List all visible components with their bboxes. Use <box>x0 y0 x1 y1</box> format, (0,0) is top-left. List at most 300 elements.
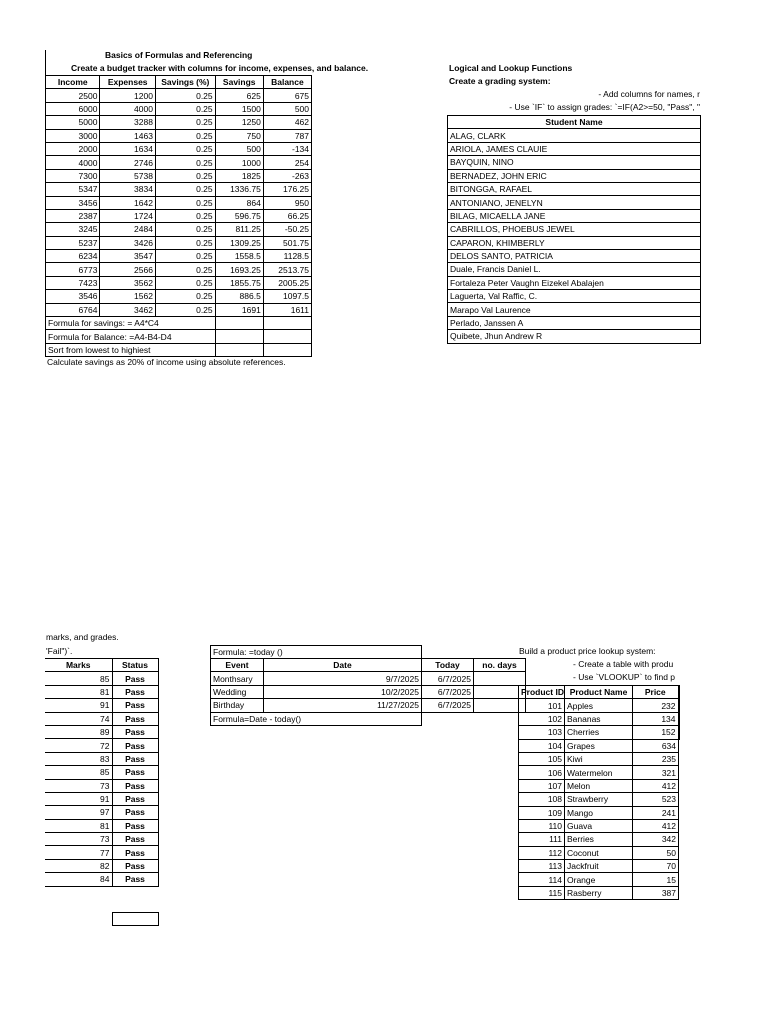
product-row <box>519 739 679 752</box>
date-diff-formula: Formula=Date - today() <box>211 712 422 725</box>
savings-pct-cell: 0.25 <box>155 102 215 115</box>
product-price-cell: 152 <box>633 726 679 739</box>
product-id-cell: 103 <box>519 726 565 739</box>
product-price-cell: 412 <box>633 819 679 832</box>
income-cell: 5347 <box>46 183 100 196</box>
expenses-cell: 1562 <box>100 290 156 303</box>
expenses-cell: 3288 <box>100 116 156 129</box>
budget-row <box>46 209 312 222</box>
product-id-cell: 111 <box>519 833 565 846</box>
today-cell: 6/7/2025 <box>422 685 474 698</box>
product-name-cell: Berries <box>565 833 633 846</box>
balance-cell: 462 <box>263 116 311 129</box>
expenses-cell: 3426 <box>100 236 156 249</box>
product-id-cell: 110 <box>519 819 565 832</box>
budget-row <box>46 183 312 196</box>
header-product-id: Product ID <box>519 686 565 699</box>
status-cell: Pass <box>112 779 158 792</box>
budget-row <box>46 116 312 129</box>
products-table <box>518 685 680 900</box>
budget-row <box>46 236 312 249</box>
status-cell: Pass <box>112 725 158 738</box>
product-row <box>519 806 679 819</box>
product-price-cell: 50 <box>633 846 679 859</box>
status-cell: Pass <box>112 792 158 805</box>
balance-cell: 1097.5 <box>263 290 311 303</box>
savings-cell: 1691 <box>215 303 263 316</box>
event-name-cell: Wedding <box>211 685 264 698</box>
product-row <box>519 726 679 739</box>
expenses-cell: 2746 <box>100 156 156 169</box>
student-row <box>448 156 701 169</box>
marks-row <box>45 846 158 859</box>
income-cell: 7423 <box>46 276 100 289</box>
student-name-cell: ALAG, CLARK <box>448 129 701 142</box>
product-row <box>519 793 679 806</box>
income-cell: 6773 <box>46 263 100 276</box>
expenses-cell: 3834 <box>100 183 156 196</box>
product-price-cell: 387 <box>633 886 679 899</box>
budget-row <box>46 142 312 155</box>
product-name-cell: Coconut <box>565 846 633 859</box>
budget-row <box>46 129 312 142</box>
product-price-cell: 634 <box>633 739 679 752</box>
student-name-cell: Perlado, Janssen A <box>448 316 701 329</box>
header-price: Price <box>633 686 679 699</box>
student-name-cell: Laguerta, Val Raffic, C. <box>448 290 701 303</box>
marks-cell: 84 <box>45 873 112 886</box>
header-savings: Savings <box>215 76 263 89</box>
budget-subtitle: Create a budget tracker with columns for income, expenses, and balance. <box>71 63 369 73</box>
product-row <box>519 886 679 899</box>
product-row <box>519 860 679 873</box>
balance-cell: 2005.25 <box>263 276 311 289</box>
balance-cell: 501.75 <box>263 236 311 249</box>
products-instruction-1: - Create a table with produ <box>573 659 674 669</box>
status-cell: Pass <box>112 806 158 819</box>
balance-cell: -134 <box>263 142 311 155</box>
product-name-cell: Cherries <box>565 726 633 739</box>
income-cell: 3245 <box>46 223 100 236</box>
marks-cell: 82 <box>45 859 112 872</box>
student-row <box>448 249 701 262</box>
marks-cell: 85 <box>45 766 112 779</box>
header-income: Income <box>46 76 100 89</box>
student-row <box>448 129 701 142</box>
student-row <box>448 330 701 343</box>
product-price-cell: 15 <box>633 873 679 886</box>
product-price-cell: 134 <box>633 712 679 725</box>
marks-row <box>45 725 158 738</box>
balance-cell: -263 <box>263 169 311 182</box>
today-cell: 6/7/2025 <box>422 672 474 685</box>
no-days-cell <box>474 672 526 685</box>
savings-pct-cell: 0.25 <box>155 169 215 182</box>
savings-cell: 1500 <box>215 102 263 115</box>
note-row <box>46 317 312 330</box>
marks-row <box>45 699 158 712</box>
header-status: Status <box>112 659 158 672</box>
event-name-cell: Monthsary <box>211 672 264 685</box>
budget-title: Basics of Formulas and Referencing <box>105 50 253 60</box>
student-row <box>448 142 701 155</box>
event-date-cell: 11/27/2025 <box>264 699 422 712</box>
events-table <box>210 658 526 726</box>
budget-row <box>46 102 312 115</box>
event-name-cell: Birthday <box>211 699 264 712</box>
balance-cell: 1128.5 <box>263 250 311 263</box>
student-name-cell: BITONGGA, RAFAEL <box>448 182 701 195</box>
savings-cell: 750 <box>215 129 263 142</box>
grading-instruction-1: - Add columns for names, r <box>598 89 700 99</box>
products-instruction-2: - Use `VLOOKUP` to find p <box>573 672 676 682</box>
budget-row <box>46 290 312 303</box>
header-savings-pct: Savings (%) <box>155 76 215 89</box>
marks-cell: 97 <box>45 806 112 819</box>
expenses-cell: 4000 <box>100 102 156 115</box>
savings-pct-cell: 0.25 <box>155 276 215 289</box>
student-name-cell: Quibete, Jhun Andrew R <box>448 330 701 343</box>
product-name-cell: Orange <box>565 873 633 886</box>
balance-cell: 66.25 <box>263 209 311 222</box>
marks-row <box>45 873 158 886</box>
student-row <box>448 223 701 236</box>
grading-subtitle: Create a grading system: <box>449 76 551 86</box>
budget-row <box>46 303 312 316</box>
balance-cell: 675 <box>263 89 311 102</box>
expenses-cell: 1724 <box>100 209 156 222</box>
marks-cell: 81 <box>45 685 112 698</box>
balance-cell: 2513.75 <box>263 263 311 276</box>
savings-pct-cell: 0.25 <box>155 263 215 276</box>
savings-pct-cell: 0.25 <box>155 116 215 129</box>
savings-pct-cell: 0.25 <box>155 290 215 303</box>
savings-pct-cell: 0.25 <box>155 142 215 155</box>
balance-cell: 176.25 <box>263 183 311 196</box>
status-cell: Pass <box>112 699 158 712</box>
student-row <box>448 303 701 316</box>
marks-row <box>45 819 158 832</box>
savings-cell: 811.25 <box>215 223 263 236</box>
savings-cell: 1693.25 <box>215 263 263 276</box>
status-cell: Pass <box>112 819 158 832</box>
savings-cell: 1000 <box>215 156 263 169</box>
product-name-cell: Melon <box>565 779 633 792</box>
note-empty-cell <box>215 330 263 343</box>
savings-cell: 1855.75 <box>215 276 263 289</box>
product-price-cell: 342 <box>633 833 679 846</box>
product-id-cell: 109 <box>519 806 565 819</box>
marks-cell: 81 <box>45 819 112 832</box>
grading-instruction-2: - Use `IF` to assign grades: `=IF(A2>=50, "Pass", " <box>509 102 700 112</box>
product-id-cell: 113 <box>519 860 565 873</box>
savings-pct-cell: 0.25 <box>155 236 215 249</box>
today-formula: Formula: =today () <box>211 646 422 659</box>
products-title: Build a product price lookup system: <box>519 646 656 656</box>
today-cell: 6/7/2025 <box>422 699 474 712</box>
header-product-name: Product Name <box>565 686 633 699</box>
product-price-cell: 235 <box>633 752 679 765</box>
product-id-cell: 102 <box>519 712 565 725</box>
product-name-cell: Jackfruit <box>565 860 633 873</box>
marks-cell: 77 <box>45 846 112 859</box>
marks-row <box>45 859 158 872</box>
marks-row <box>45 752 158 765</box>
student-name-cell: ARIOLA, JAMES CLAUIE <box>448 142 701 155</box>
marks-row <box>45 806 158 819</box>
product-id-cell: 106 <box>519 766 565 779</box>
product-row <box>519 873 679 886</box>
product-row <box>519 819 679 832</box>
product-row <box>519 752 679 765</box>
note-empty-cell <box>215 317 263 330</box>
income-cell: 3456 <box>46 196 100 209</box>
balance-cell: -50.25 <box>263 223 311 236</box>
student-name-cell: CABRILLOS, PHOEBUS JEWEL <box>448 223 701 236</box>
savings-cell: 625 <box>215 89 263 102</box>
grading-title: Logical and Lookup Functions <box>449 63 573 73</box>
expenses-cell: 1642 <box>100 196 156 209</box>
product-id-cell: 104 <box>519 739 565 752</box>
student-name-cell: CAPARON, KHIMBERLY <box>448 236 701 249</box>
budget-row <box>46 196 312 209</box>
today-formula-blank <box>422 646 475 659</box>
expenses-cell: 2484 <box>100 223 156 236</box>
product-price-cell: 70 <box>633 860 679 873</box>
note-row <box>46 343 312 356</box>
product-name-cell: Mango <box>565 806 633 819</box>
marks-cell: 83 <box>45 752 112 765</box>
student-name-cell: Duale, Francis Daniel L. <box>448 263 701 276</box>
today-formula-blank <box>475 646 477 659</box>
header-expenses: Expenses <box>100 76 156 89</box>
note-empty-cell <box>215 343 263 356</box>
product-name-cell: Grapes <box>565 739 633 752</box>
student-name-cell: ANTONIANO, JENELYN <box>448 196 701 209</box>
note-empty-cell <box>263 330 311 343</box>
header-date: Date <box>264 659 422 672</box>
income-cell: 3546 <box>46 290 100 303</box>
marks-instruction-1: marks, and grades. <box>46 632 119 642</box>
expenses-cell: 2566 <box>100 263 156 276</box>
product-id-cell: 105 <box>519 752 565 765</box>
header-event: Event <box>211 659 264 672</box>
marks-row <box>45 766 158 779</box>
income-cell: 6234 <box>46 250 100 263</box>
savings-pct-cell: 0.25 <box>155 89 215 102</box>
marks-cell: 72 <box>45 739 112 752</box>
product-row <box>519 833 679 846</box>
product-price-cell: 241 <box>633 806 679 819</box>
student-name-cell: Fortaleza Peter Vaughn Eizekel Abalajen <box>448 276 701 289</box>
status-cell: Pass <box>112 766 158 779</box>
income-cell: 2387 <box>46 209 100 222</box>
savings-cell: 500 <box>215 142 263 155</box>
student-row <box>448 209 701 222</box>
budget-footer: Calculate savings as 20% of income using absolute references. <box>47 357 286 367</box>
balance-cell: 1611 <box>263 303 311 316</box>
marks-cell: 91 <box>45 699 112 712</box>
note-savings-formula: Formula for savings: = A4*C4 <box>46 317 216 330</box>
marks-cell: 74 <box>45 712 112 725</box>
budget-row <box>46 89 312 102</box>
student-table <box>447 115 701 344</box>
event-date-cell: 10/2/2025 <box>264 685 422 698</box>
student-name-cell: Marapo Val Laurence <box>448 303 701 316</box>
product-row <box>519 712 679 725</box>
savings-pct-cell: 0.25 <box>155 303 215 316</box>
budget-header-row <box>46 76 312 89</box>
marks-row <box>45 833 158 846</box>
product-id-cell: 108 <box>519 793 565 806</box>
marks-cell: 91 <box>45 792 112 805</box>
product-id-cell: 114 <box>519 873 565 886</box>
savings-cell: 1309.25 <box>215 236 263 249</box>
product-name-cell: Strawberry <box>565 793 633 806</box>
status-cell: Pass <box>112 752 158 765</box>
status-cell: Pass <box>112 873 158 886</box>
expenses-cell: 1634 <box>100 142 156 155</box>
student-row <box>448 169 701 182</box>
income-cell: 5237 <box>46 236 100 249</box>
marks-cell: 85 <box>45 672 112 685</box>
student-row <box>448 263 701 276</box>
product-name-cell: Apples <box>565 699 633 712</box>
marks-row <box>45 672 158 685</box>
income-cell: 6000 <box>46 102 100 115</box>
savings-cell: 1336.75 <box>215 183 263 196</box>
budget-row <box>46 223 312 236</box>
status-cell: Pass <box>112 859 158 872</box>
student-name-cell: DELOS SANTO, PATRICIA <box>448 249 701 262</box>
expenses-cell: 3562 <box>100 276 156 289</box>
product-price-cell: 232 <box>633 699 679 712</box>
income-cell: 2000 <box>46 142 100 155</box>
status-cell: Pass <box>112 672 158 685</box>
marks-instruction-2: 'Fail")`. <box>46 646 73 656</box>
balance-cell: 950 <box>263 196 311 209</box>
marks-row <box>45 685 158 698</box>
expenses-cell: 3462 <box>100 303 156 316</box>
balance-cell: 500 <box>263 102 311 115</box>
product-name-cell: Bananas <box>565 712 633 725</box>
expenses-cell: 5738 <box>100 169 156 182</box>
event-row <box>211 699 526 712</box>
income-cell: 3000 <box>46 129 100 142</box>
student-name-cell: BILAG, MICAELLA JANE <box>448 209 701 222</box>
product-name-cell: Kiwi <box>565 752 633 765</box>
header-balance: Balance <box>263 76 311 89</box>
budget-row <box>46 250 312 263</box>
event-row <box>211 672 526 685</box>
savings-cell: 1825 <box>215 169 263 182</box>
event-date-cell: 9/7/2025 <box>264 672 422 685</box>
income-cell: 5000 <box>46 116 100 129</box>
budget-row <box>46 263 312 276</box>
note-empty-cell <box>263 343 311 356</box>
product-name-cell: Guava <box>565 819 633 832</box>
student-row <box>448 236 701 249</box>
header-student-name: Student Name <box>448 116 701 129</box>
marks-row <box>45 779 158 792</box>
balance-cell: 787 <box>263 129 311 142</box>
savings-cell: 1250 <box>215 116 263 129</box>
expenses-cell: 1463 <box>100 129 156 142</box>
income-cell: 6764 <box>46 303 100 316</box>
marks-row <box>45 739 158 752</box>
savings-pct-cell: 0.25 <box>155 250 215 263</box>
product-id-cell: 112 <box>519 846 565 859</box>
expenses-cell: 1200 <box>100 89 156 102</box>
status-cell: Pass <box>112 739 158 752</box>
header-today: Today <box>422 659 474 672</box>
note-empty-cell <box>263 317 311 330</box>
product-row <box>519 766 679 779</box>
product-price-cell: 412 <box>633 779 679 792</box>
student-row <box>448 182 701 195</box>
product-id-cell: 107 <box>519 779 565 792</box>
budget-table <box>45 75 312 357</box>
empty-cell-box <box>112 912 159 926</box>
status-cell: Pass <box>112 712 158 725</box>
budget-row <box>46 276 312 289</box>
product-name-cell: Rasberry <box>565 886 633 899</box>
marks-table <box>45 658 159 887</box>
savings-pct-cell: 0.25 <box>155 183 215 196</box>
marks-cell: 73 <box>45 779 112 792</box>
savings-pct-cell: 0.25 <box>155 196 215 209</box>
marks-row <box>45 792 158 805</box>
note-sort: Sort from lowest to highiest <box>46 343 216 356</box>
product-row <box>519 699 679 712</box>
product-id-cell: 101 <box>519 699 565 712</box>
product-price-cell: 523 <box>633 793 679 806</box>
savings-cell: 1558.5 <box>215 250 263 263</box>
student-row <box>448 276 701 289</box>
income-cell: 4000 <box>46 156 100 169</box>
marks-row <box>45 712 158 725</box>
product-name-cell: Watermelon <box>565 766 633 779</box>
savings-pct-cell: 0.25 <box>155 209 215 222</box>
event-row <box>211 685 526 698</box>
savings-pct-cell: 0.25 <box>155 156 215 169</box>
marks-cell: 89 <box>45 725 112 738</box>
product-row <box>519 846 679 859</box>
header-marks: Marks <box>45 659 112 672</box>
budget-row <box>46 169 312 182</box>
note-balance-formula: Formula for Balance: =A4-B4-D4 <box>46 330 216 343</box>
savings-cell: 886.5 <box>215 290 263 303</box>
budget-row <box>46 156 312 169</box>
date-diff-blank <box>422 712 474 725</box>
savings-cell: 864 <box>215 196 263 209</box>
status-cell: Pass <box>112 685 158 698</box>
balance-cell: 254 <box>263 156 311 169</box>
header-no-days: no. days <box>474 659 526 672</box>
student-name-cell: BERNADEZ, JOHN ERIC <box>448 169 701 182</box>
note-row <box>46 330 312 343</box>
student-row <box>448 196 701 209</box>
income-cell: 2500 <box>46 89 100 102</box>
savings-pct-cell: 0.25 <box>155 223 215 236</box>
student-name-cell: BAYQUIN, NINO <box>448 156 701 169</box>
status-cell: Pass <box>112 833 158 846</box>
savings-pct-cell: 0.25 <box>155 129 215 142</box>
expenses-cell: 3547 <box>100 250 156 263</box>
product-row <box>519 779 679 792</box>
status-cell: Pass <box>112 846 158 859</box>
income-cell: 7300 <box>46 169 100 182</box>
